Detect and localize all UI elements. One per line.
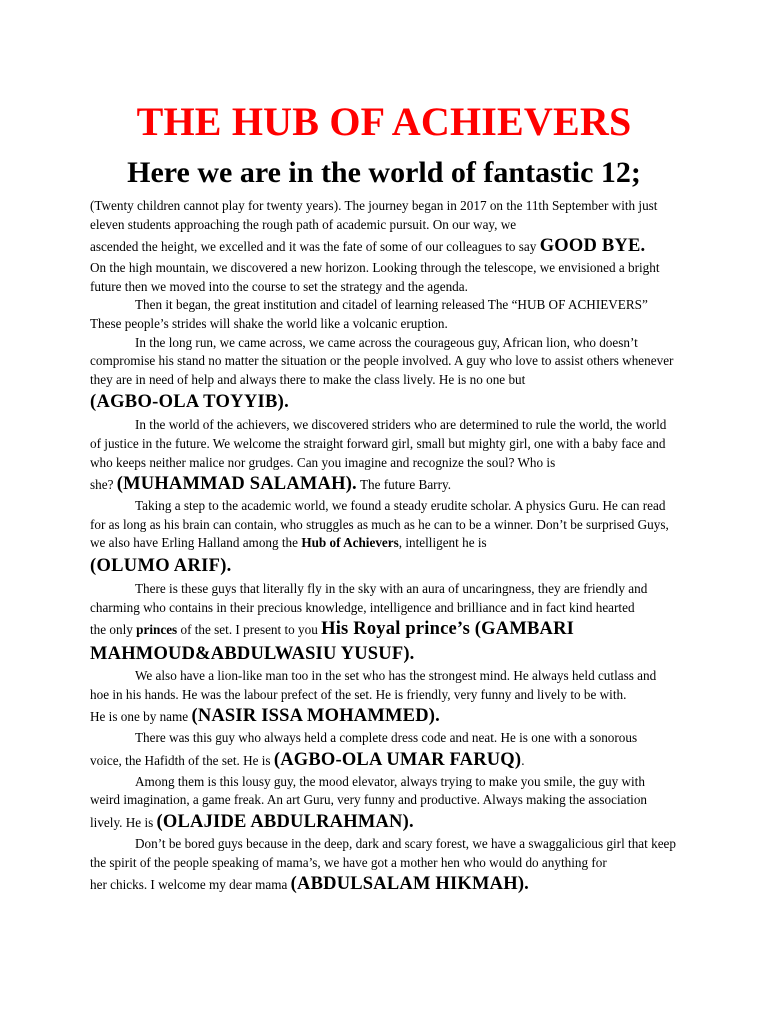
paragraph-dress-code-guy: There was this guy who always held a complete dress code and neat. He is one with a sonorous <box>135 730 638 746</box>
name-abdulsalam-hikmah: (ABDULSALAM HIKMAH). <box>290 874 530 895</box>
hikmah-pre: her chicks. I welcome my dear mama <box>90 877 291 893</box>
hub-of-achievers-emphasis: Hub of Achievers <box>301 535 399 551</box>
princes-emphasis: princes <box>136 622 178 638</box>
name-agbo-ola-umar-faruq: (AGBO-OLA UMAR FARUQ) <box>273 749 522 770</box>
nasir-pre: He is one by name <box>90 709 192 725</box>
paragraph-journey-goodbye <box>90 234 678 259</box>
paragraph-salamah-line <box>90 472 678 497</box>
olajide-pre: lively. He is <box>90 815 157 831</box>
paragraph-hikmah-line <box>90 872 678 897</box>
princes-pre: the only <box>90 622 137 638</box>
name-muhammad-salamah: (MUHAMMAD SALAMAH). <box>116 474 357 495</box>
paragraph-courageous-guy: In the long run, we came across, we came across the courageous guy, African lion, who doesn’t compromise his stand no matter the situation or the people involved. A guy who love to assist others whenever they are in need of help and always there to make the class lively. He is no one but <box>90 334 674 387</box>
paragraph-striders: In the world of the achievers, we discovered striders who are determined to rule the world, the world of justice in the future. We welcome the straight forward girl, small but mighty girl, one with a baby face and who keeps neither malice nor grudges. Can you imagine and recognize the soul? Who is <box>90 417 667 470</box>
faruq-post: . <box>521 752 525 768</box>
document-title: THE HUB OF ACHIEVERS <box>136 99 632 144</box>
paragraph-journey <box>90 197 678 234</box>
journey-intro-text: (Twenty children cannot play for twenty years). The journey began in 2017 on the 11th September with just eleven students approaching the rough path of academic pursuit. On our way, we <box>90 198 658 232</box>
paragraph-faruq-line <box>90 748 678 773</box>
paragraph-olajide-line <box>90 810 678 835</box>
paragraph-mama: Don’t be bored guys because in the deep, dark and scary forest, we have a swaggalicious girl that keep the spirit of the people speaking of mama’s, we have got a mother hen who would do anything for <box>90 836 676 870</box>
paragraph-scholar <box>90 497 678 553</box>
document-subtitle: Here we are in the world of fantastic 12; <box>127 156 641 189</box>
faruq-pre: voice, the Hafidth of the set. He is <box>90 752 274 768</box>
paragraph-institution: Then it began, the great institution and citadel of learning released The “HUB OF ACHIEVERS” These people’s strides will shake the world like a volcanic eruption. <box>90 297 648 331</box>
scholar-post: , intelligent he is <box>398 535 487 551</box>
paragraph-lion-like-man: We also have a lion-like man too in the set who has the strongest mind. He always held cutlass and hoe in his hands. He was the labour prefect of the set. He is friendly, very funny and lively to be with. <box>90 668 657 702</box>
salamah-pre: she? <box>90 477 117 493</box>
paragraph-princes-line <box>90 617 678 667</box>
name-nasir-issa-mohammed: (NASIR ISSA MOHAMMED). <box>191 706 440 727</box>
document-page <box>90 0 678 897</box>
paragraph-journey-horizon <box>90 259 678 296</box>
name-olumo-arif: (OLUMO ARIF). <box>90 555 232 576</box>
paragraph-mood-elevator: Among them is this lousy guy, the mood elevator, always trying to make you smile, the guy with weird imagination, a game freak. An art Guru, very funny and productive. Always making the association <box>90 773 648 808</box>
paragraph-nasir-line <box>90 704 678 729</box>
name-agbo-ola-toyyib: (AGBO-OLA TOYYIB). <box>90 392 289 413</box>
paragraph-princes: There is these guys that literally fly in the sky with an aura of uncaringness, they are friendly and charming who contains in their precious knowledge, intelligence and brilliance and in fact kind hearted <box>90 580 648 615</box>
goodbye-emphasis: GOOD BYE. <box>539 236 646 257</box>
name-olajide-abdulrahman: (OLAJIDE ABDULRAHMAN). <box>156 812 414 833</box>
princes-mid: of the set. I present to you <box>177 622 322 638</box>
journey-horizon-text: On the high mountain, we discovered a new horizon. Looking through the telescope, we envisioned a bright future then we moved into the course to set the strategy and the agenda. <box>90 260 660 294</box>
name-royal-princes: His Royal prince’s (GAMBARI MAHMOUD&ABDULWASIU YUSUF). <box>90 619 575 665</box>
salamah-post: The future Barry. <box>356 477 451 493</box>
scholar-pre: Taking a step to the academic world, we found a steady erudite scholar. A physics Guru. He can read for as long as his brain can contain, who struggles as much as he can to be a winner. Don’t be surprised Guys, we also have Erling Halland among the <box>90 498 669 551</box>
journey-goodbye-pre: ascended the height, we excelled and it was the fate of some of our colleagues to say <box>90 239 540 255</box>
